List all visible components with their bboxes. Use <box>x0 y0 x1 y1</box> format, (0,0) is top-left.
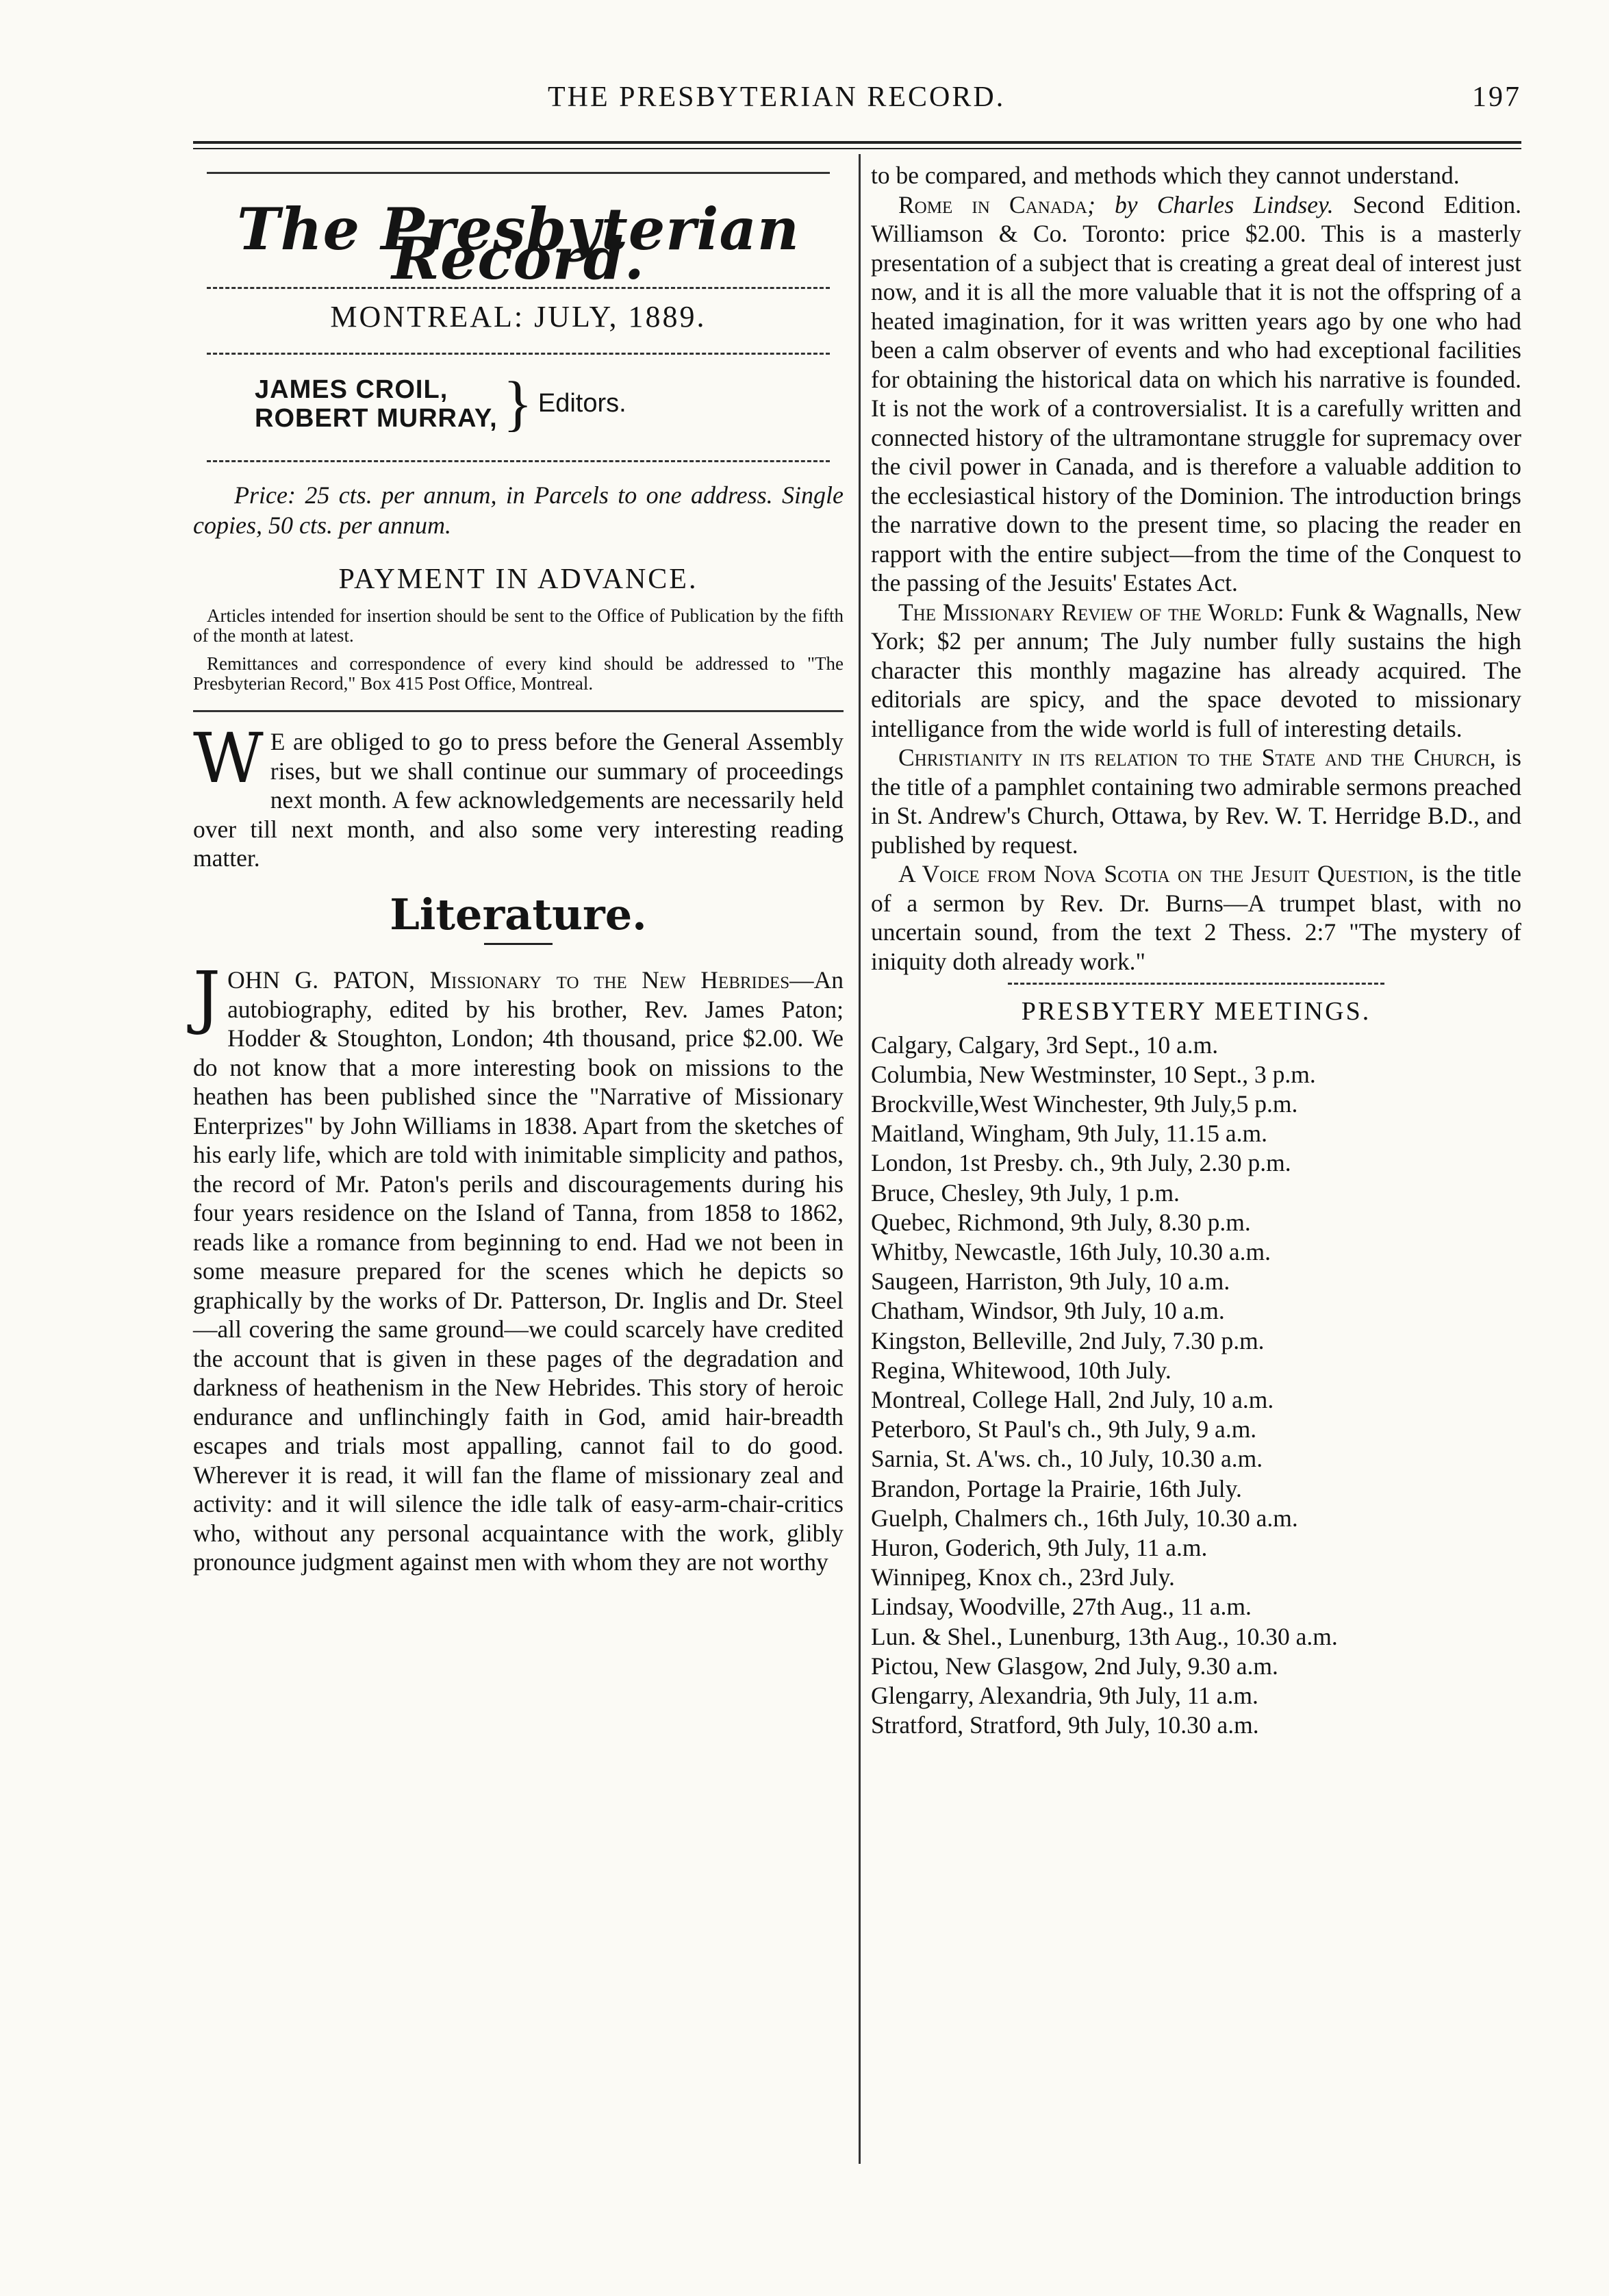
divider <box>1008 983 1384 985</box>
drop-cap: W <box>193 718 264 798</box>
price-notice: Price: 25 cts. per annum, in Parcels to one address. Single copies, 50 cts. per annum. <box>193 481 844 539</box>
intro-paragraph <box>193 718 844 873</box>
meeting-entry: Regina, Whitewood, 10th July. <box>871 1356 1171 1384</box>
divider <box>207 353 830 355</box>
meetings-heading: PRESBYTERY MEETINGS. <box>1021 997 1371 1026</box>
masthead: The Presbyterian Record. <box>237 195 800 292</box>
remittances-notice: Remittances and correspondence of every kind should be addressed to "The Presbyterian Record," Box 415 Post Office, Montreal. <box>193 653 844 694</box>
meeting-entry: Pictou, New Glasgow, 2nd July, 9.30 a.m. <box>871 1652 1278 1680</box>
meeting-entry: Brockville,West Winchester, 9th July,5 p.m. <box>871 1089 1298 1118</box>
short-rule <box>484 943 553 945</box>
intro-text: E are obliged to go to press before the General Assembly rises, but we shall continue our summary of proceedings next month. A few acknowledgements are necessarily held over till next month, and also some very interesting reading matter. <box>193 728 844 872</box>
meeting-entry: Montreal, College Hall, 2nd July, 10 a.m. <box>871 1385 1274 1413</box>
literature-heading: Literature. <box>390 889 647 939</box>
header-rule-thin <box>193 148 1521 149</box>
running-title: THE PRESBYTERIAN RECORD. <box>548 81 1006 113</box>
meeting-entry: Whitby, Newcastle, 16th July, 10.30 a.m. <box>871 1237 1271 1265</box>
review-heading: Rome in Canada <box>898 190 1087 218</box>
brace-glyph: } <box>503 369 533 438</box>
divider <box>193 710 844 712</box>
review-heading: OHN G. PATON, Missionary to the New Hebrides <box>227 966 790 994</box>
editor-name: ROBERT MURRAY, <box>255 403 498 433</box>
editor-name: JAMES CROIL, <box>255 375 448 404</box>
meeting-entry: Chatham, Windsor, 9th July, 10 a.m. <box>871 1297 1225 1325</box>
meeting-entry: Kingston, Belleville, 2nd July, 7.30 p.m. <box>871 1326 1265 1354</box>
review-text: Second Edition. Williamson & Co. Toronto: price $2.00. This is a masterly presentation of a subject that is creating a great deal of interest just now, and it is all the more valuable that it is not the offspring of a heated imagination, for it was written years ago by one who had been a calm observer of events and who had exceptional facilities for obtaining the historical data on which his narrative is founded. It is not the work of a controversialist. It is a carefully written and connected history of the ultramontane struggle for supremacy over the civil power in Canada, and is therefore a valuable addition to the ecclesiastical history of the Dominion. The introduction brings the narrative down to the present time, so placing the reader en rapport with the entire subject—from the time of the Conquest to the passing of the Jesuits' Estates Act. <box>871 190 1521 596</box>
meeting-entry: Calgary, Calgary, 3rd Sept., 10 a.m. <box>871 1031 1219 1059</box>
meeting-entry: Maitland, Wingham, 9th July, 11.15 a.m. <box>871 1120 1268 1148</box>
meeting-entry: Columbia, New Westminster, 10 Sept., 3 p.m. <box>871 1060 1316 1088</box>
meeting-entry: London, 1st Presby. ch., 9th July, 2.30 p.m. <box>871 1149 1291 1177</box>
continuation-text: to be compared, and methods which they cannot understand. <box>871 162 1460 189</box>
editors-label: Editors. <box>537 389 626 418</box>
meeting-entry: Brandon, Portage la Prairie, 16th July. <box>871 1474 1242 1502</box>
header-rule <box>193 141 1521 144</box>
meeting-entry: Peterboro, St Paul's ch., 9th July, 9 a.m. <box>871 1415 1257 1443</box>
review-heading: Christianity in its relation to the State and the Church, <box>898 744 1496 771</box>
meeting-entry: Glengarry, Alexandria, 9th July, 11 a.m. <box>871 1681 1258 1709</box>
review-author: ; by Charles Lindsey. <box>1087 190 1334 218</box>
meeting-entry: Stratford, Stratford, 9th July, 10.30 a.m. <box>871 1711 1259 1739</box>
review-text: is the title of a pamphlet containing two admirable sermons preached in St. Andrew's Church, Ottawa, by Rev. W. T. Herridge B.D., and published by request. <box>871 744 1521 859</box>
articles-notice: Articles intended for insertion should be sent to the Office of Publication by the fifth of the month at latest. <box>193 605 844 646</box>
review-heading: A Voice from Nova Scotia on the Jesuit Question, <box>898 860 1415 887</box>
right-column <box>871 161 1521 1740</box>
masthead-rule <box>207 172 830 174</box>
meeting-entry: Lindsay, Woodville, 27th Aug., 11 a.m. <box>871 1593 1252 1621</box>
paton-review <box>193 957 844 1577</box>
meeting-entry: Quebec, Richmond, 9th July, 8.30 p.m. <box>871 1208 1251 1236</box>
missionary-review <box>871 598 1521 744</box>
meeting-entry: Winnipeg, Knox ch., 23rd July. <box>871 1563 1175 1591</box>
divider <box>207 460 830 462</box>
rome-review <box>871 190 1521 598</box>
page-number: 197 <box>1472 81 1521 113</box>
review-heading: The Missionary Review of the World: <box>898 598 1284 626</box>
review-text: is the title of a sermon by Rev. Dr. Burns—A trumpet blast, with no uncertain sound, from the text 2 Thess. 2:7 "The mystery of iniquity doth already work." <box>871 860 1521 975</box>
meetings-list <box>871 1031 1521 1741</box>
meeting-entry: Saugeen, Harriston, 9th July, 10 a.m. <box>871 1267 1230 1296</box>
review-text: —An autobiography, edited by his brother, Rev. James Paton; Hodder & Stoughton, London; 4th thousand, price $2.00. We do not know that a more interesting book on missions to the heathen has been published since the "Narrative of Missionary Enterprizes" by John Williams in 1838. Apart from the sketches of his early life, which are told with inimitable simplicity and pathos, the record of Mr. Paton's perils and discouragements during his four years residence on the Island of Tanna, from 1858 to 1862, reads like a romance from beginning to end. Had we not been in some measure prepared for the scenes which he depicts so graphically by the works of Dr. Patterson, Dr. Inglis and Dr. Steel —all covering the same ground—we could scarcely have credited the account that is given in these pages of the degradation and darkness of heathenism in the New Hebrides. This story of heroic endurance and unflinchingly faith in God, amid hair-breadth escapes and trials most appalling, cannot fail to do good. Wherever it is read, it will fan the flame of missionary zeal and activity: and it will silence the idle talk of easy-arm-chair-critics who, without any personal acquaintance with the work, glibly pronounce judgment against men with whom they are not worthy <box>193 966 844 1576</box>
christianity-review <box>871 743 1521 859</box>
left-column <box>193 161 844 1577</box>
meeting-entry: Guelph, Chalmers ch., 16th July, 10.30 a.m. <box>871 1504 1298 1532</box>
drop-cap: J <box>193 957 221 1037</box>
meeting-entry: Lun. & Shel., Lunenburg, 13th Aug., 10.30 a.m. <box>871 1622 1338 1650</box>
voice-review <box>871 859 1521 976</box>
meeting-entry: Huron, Goderich, 9th July, 11 a.m. <box>871 1533 1208 1561</box>
dateline: MONTREAL: JULY, 1889. <box>330 300 707 333</box>
review-text: Funk & Wagnalls, New York; $2 per annum; The July number fully sustains the high character this monthly magazine has already acquired. The editorials are spicy, and the space devoted to missionary intelligance from the wide world is full of interesting details. <box>871 598 1522 742</box>
payment-notice: PAYMENT IN ADVANCE. <box>338 563 698 595</box>
meeting-entry: Sarnia, St. A'ws. ch., 10 July, 10.30 a.m. <box>871 1445 1263 1473</box>
editors-block <box>255 369 844 438</box>
meeting-entry: Bruce, Chesley, 9th July, 1 p.m. <box>871 1178 1180 1207</box>
column-rule <box>859 154 861 2164</box>
